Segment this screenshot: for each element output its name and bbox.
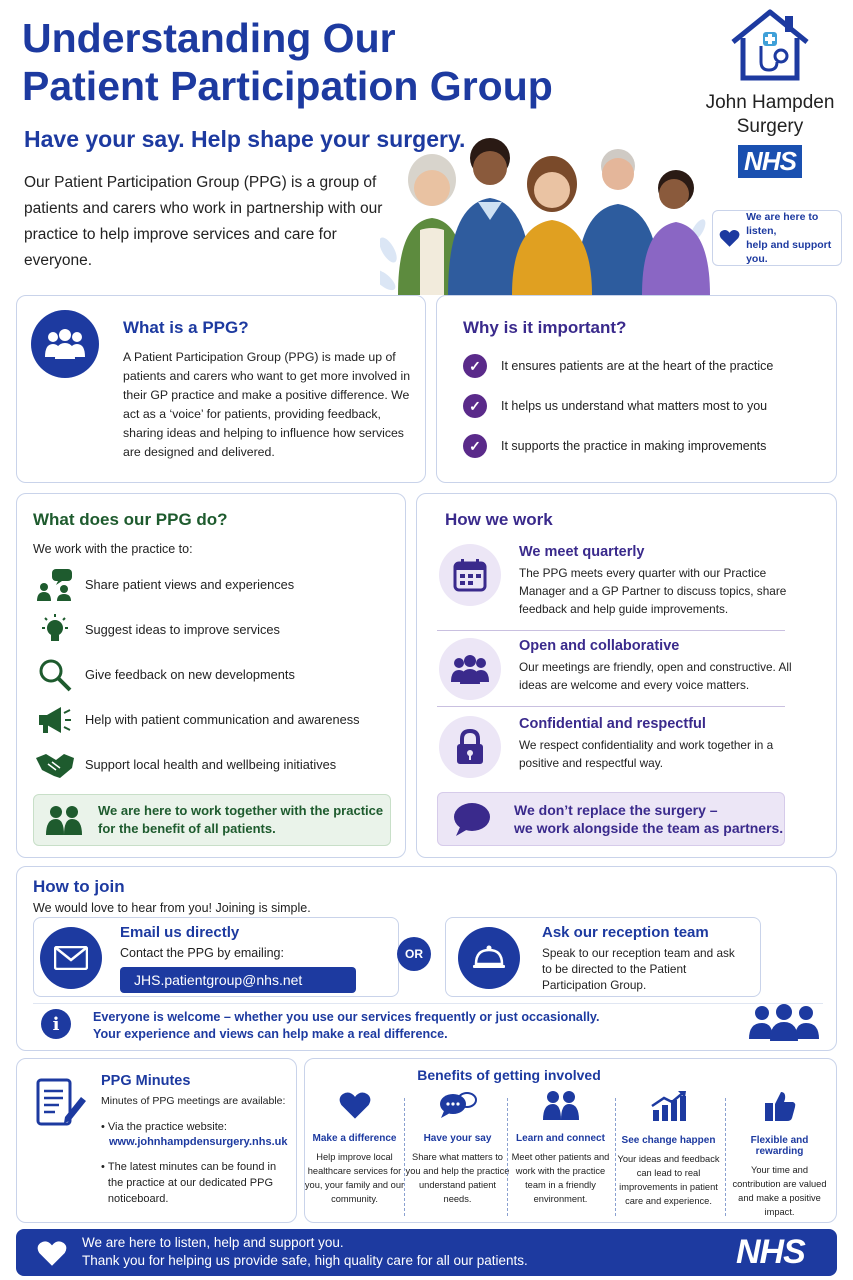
welcome-line-1: Everyone is welcome – whether you use our services frequently or just occasionally. [93, 1010, 600, 1024]
people-icon [543, 1090, 579, 1120]
benefit-title: Learn and connect [516, 1133, 605, 1144]
footer-banner [16, 1229, 837, 1276]
check-icon: ✓ [463, 434, 487, 458]
benefit-title: Have your say [423, 1133, 492, 1144]
list-item [25, 742, 395, 787]
megaphone-icon [37, 705, 73, 735]
what-is-body: A Patient Participation Group (PPG) is made up of patients and carers who want to get more involved in their GP practice and make a positive difference. We act as a ‘voice’ for patients, providing feedback, sharing ideas and helping to influence how services are designed and delivered. [123, 350, 411, 459]
group-icon [31, 310, 99, 378]
envelope-icon [40, 927, 102, 989]
how-item-collaborative [435, 638, 815, 700]
list-item-text: Help with patient communication and awareness [85, 712, 360, 727]
padlock-icon [439, 716, 501, 778]
magnifier-icon [38, 658, 72, 692]
growth-chart-icon [650, 1090, 688, 1122]
why-item-text: It helps us understand what matters most to you [501, 399, 768, 413]
intro-text: Our Patient Participation Group (PPG) is a group of patients and carers who work in partnership with our practice to help improve services and care for everyone. [24, 174, 383, 269]
info-icon: i [41, 1009, 71, 1039]
what-do-note-line-1: We are here to work together with the practice [98, 803, 384, 818]
page-subtitle: Have your say. Help shape your surgery. [24, 126, 466, 152]
why-item-text: It ensures patients are at the heart of the practice [501, 359, 774, 373]
title-line-2: Patient Participation Group [22, 63, 553, 109]
why-item [463, 354, 773, 378]
heart-icon [719, 226, 740, 250]
group-icon [749, 1003, 819, 1041]
page-title [22, 14, 553, 110]
benefit-text: Your ideas and feedback can lead to real improvements in patient care and experience. [617, 1154, 720, 1206]
join-heading: How to join [33, 877, 125, 896]
how-to-join-card [16, 866, 837, 1051]
list-item-text: Give feedback on new developments [85, 667, 295, 682]
nhs-logo: NHS [736, 1233, 805, 1271]
website-link[interactable]: www.johnhampdensurgery.nhs.uk [109, 1136, 288, 1148]
join-intro: We would love to hear from you! Joining is simple. [33, 901, 311, 915]
how-note-line-2: we work alongside the team as partners. [514, 820, 784, 836]
footer-line-2: Thank you for helping us provide safe, high quality care for all our patients. [82, 1253, 528, 1268]
how-we-work-note [437, 792, 785, 846]
reception-title: Ask our reception team [542, 924, 709, 941]
bell-icon [458, 927, 520, 989]
minutes-bullet-1-text: Via the practice website: [107, 1121, 227, 1133]
logo-line-2: Surgery [736, 116, 804, 137]
benefit-title: Make a difference [312, 1133, 397, 1144]
how-note-line-1: We don’t replace the surgery – [514, 802, 718, 818]
welcome-line-2: Your experience and views can help make a real difference. [93, 1026, 448, 1041]
how-item-title: We meet quarterly [519, 544, 645, 560]
how-item-quarterly [435, 544, 815, 618]
email-title: Email us directly [120, 924, 240, 941]
minutes-card [16, 1058, 297, 1223]
support-badge [712, 210, 842, 266]
what-do-list [25, 562, 395, 787]
what-do-heading: What does our PPG do? [33, 510, 228, 529]
benefit-item [508, 1090, 613, 1206]
divider [725, 1098, 726, 1216]
speech-people-icon [36, 569, 74, 601]
email-text: Contact the PPG by emailing: [120, 946, 284, 960]
benefit-text: Your time and contribution are valued and make a positive impact. [732, 1165, 827, 1217]
list-item [25, 697, 395, 742]
check-icon: ✓ [463, 394, 487, 418]
why-item [463, 394, 773, 418]
surgery-logo [700, 6, 840, 178]
list-item-text: Suggest ideas to improve services [85, 622, 280, 637]
heart-icon [36, 1239, 68, 1267]
list-item [25, 562, 395, 607]
what-is-heading: What is a PPG? [123, 318, 249, 337]
join-separator [33, 1003, 823, 1004]
reception-option [445, 917, 761, 997]
thumbs-up-icon [763, 1090, 797, 1122]
list-item [25, 652, 395, 697]
why-important-card [436, 295, 837, 483]
list-item-text: Support local health and wellbeing initiatives [85, 757, 337, 772]
why-list [463, 354, 773, 474]
house-icon [725, 6, 815, 84]
lightbulb-icon [38, 613, 72, 647]
or-badge: OR [397, 937, 431, 971]
email-option [33, 917, 399, 997]
how-item-title: Open and collaborative [519, 638, 680, 654]
benefit-text: Meet other patients and work with the practice team in a friendly environment. [511, 1152, 610, 1204]
support-line-1: We are here to listen, [746, 211, 819, 237]
minutes-bullet-1: • Via the practice website: [101, 1121, 227, 1133]
check-icon: ✓ [463, 354, 487, 378]
footer-text [82, 1234, 528, 1270]
divider [437, 706, 785, 707]
benefit-title: Flexible and rewarding [750, 1135, 809, 1157]
benefit-text: Help improve local healthcare services for you, your family and our community. [304, 1152, 405, 1204]
people-icon [46, 805, 82, 835]
benefit-text: Share what matters to you and help the practice understand patient needs. [405, 1152, 510, 1204]
benefit-item [616, 1090, 721, 1208]
speech-bubbles-icon [438, 1090, 478, 1120]
how-item-text: Our meetings are friendly, open and constructive. All ideas are welcome and every voice matters. [519, 660, 792, 692]
minutes-heading: PPG Minutes [101, 1073, 191, 1089]
reception-text: Speak to our reception team and ask to be directed to the Patient Participation Group. [542, 946, 735, 992]
how-we-work-heading: How we work [445, 510, 553, 529]
divider [437, 630, 785, 631]
document-icon [35, 1077, 89, 1131]
benefit-item [727, 1090, 832, 1219]
footer-line-1: We are here to listen, help and support you. [82, 1235, 344, 1250]
title-line-1: Understanding Our [22, 15, 396, 61]
benefit-title: See change happen [621, 1135, 716, 1146]
list-item [25, 607, 395, 652]
how-item-text: The PPG meets every quarter with our Practice Manager and a GP Partner to discuss topics, share feedback and help guide improvements. [519, 566, 787, 616]
what-do-intro: We work with the practice to: [33, 542, 193, 556]
people-illustration [380, 130, 710, 295]
benefit-item [302, 1090, 407, 1206]
what-is-ppg-card [16, 295, 426, 483]
welcome-text [93, 1009, 600, 1042]
list-item-text: Share patient views and experiences [85, 577, 295, 592]
what-do-note-line-2: for the benefit of all patients. [98, 821, 276, 836]
why-item [463, 434, 773, 458]
benefit-item [405, 1090, 510, 1206]
group-icon [439, 638, 501, 700]
support-line-2: help and support you. [746, 239, 832, 265]
minutes-bullet-2: • The latest minutes can be found in the practice at our dedicated PPG noticeboard. [101, 1159, 287, 1207]
minutes-intro: Minutes of PPG meetings are available: [101, 1095, 286, 1107]
benefits-heading: Benefits of getting involved [417, 1067, 601, 1083]
how-we-work-card [416, 493, 837, 858]
why-heading: Why is it important? [463, 318, 627, 337]
nhs-logo: NHS [738, 145, 802, 178]
email-link[interactable]: JHS.patientgroup@nhs.net [120, 967, 356, 993]
how-item-confidential [435, 716, 815, 778]
handshake-icon [34, 750, 76, 780]
what-do-card [16, 493, 406, 858]
speech-bubble-icon [452, 801, 492, 837]
how-item-title: Confidential and respectful [519, 716, 706, 732]
how-item-text: We respect confidentiality and work together in a positive and respectful way. [519, 738, 774, 770]
calendar-icon [439, 544, 501, 606]
heart-icon [338, 1090, 372, 1120]
minutes-bullet-2-text: The latest minutes can be found in the practice at our dedicated PPG noticeboard. [107, 1161, 277, 1205]
logo-line-1: John Hampden [705, 92, 835, 113]
why-item-text: It supports the practice in making improvements [501, 439, 767, 453]
what-do-note [33, 794, 391, 846]
